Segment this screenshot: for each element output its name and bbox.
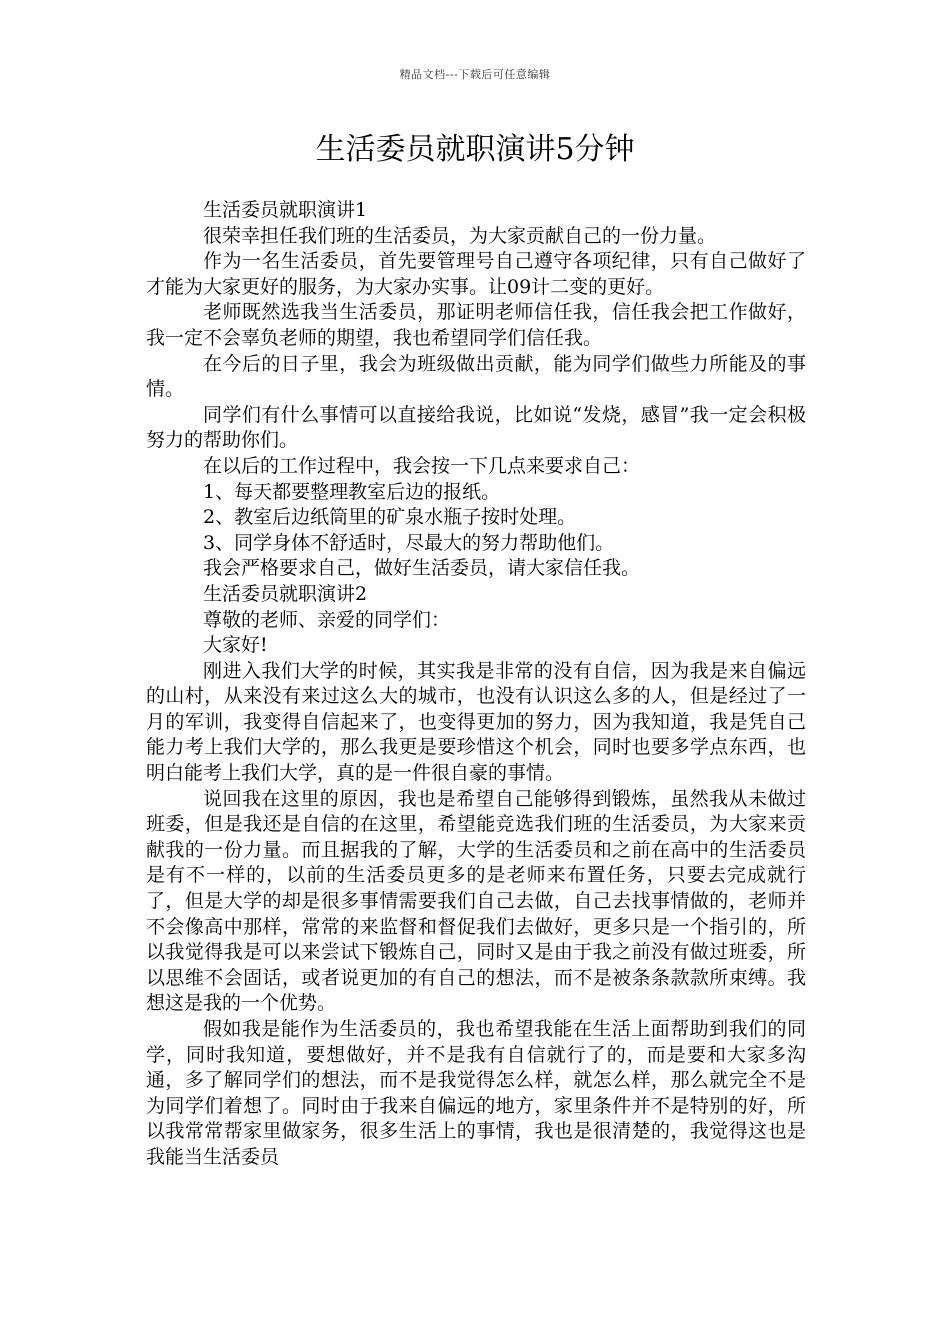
document-body (146, 198, 806, 1171)
paragraph-13: 尊敬的老师、亲爱的同学们： (203, 608, 451, 631)
paragraph-2: 很荣幸担任我们班的生活委员，为大家贡献自己的一份力量。 (203, 224, 717, 247)
paragraph-6: 同学们有什么事情可以直接给我说，比如说“发烧，感冒”我一定会积极努力的帮助你们。 (146, 403, 806, 452)
paragraph-1: 生活委员就职演讲1 (203, 199, 368, 221)
document-title: 生活委员就职演讲5分钟 (315, 132, 635, 167)
paragraph-3: 作为一名生活委员，首先要管理号自己遵守各项纪律，只有自己做好了才能为大家更好的服务，为大家办实事。让09计二变的更好。 (146, 250, 806, 298)
paragraph-15: 刚进入我们大学的时候，其实我是非常的没有自信，因为我是来自偏远的山村，从来没有来过这么大的城市，也没有认识这么多的人，但是经过了一月的军训，我变得自信起来了，也变得更加的努力，因为我知道，我是凭自己能力考上我们大学的，那么我更是要珍惜这个机会，同时也要多学点东西，也明白能考上我们大学，真的是一件很自豪的事情。 (146, 659, 806, 785)
paragraph-5: 在今后的日子里，我会为班级做出贡献，能为同学们做些力所能及的事情。 (146, 352, 806, 401)
paragraph-10: 3、同学身体不舒适时，尽最大的努力帮助他们。 (203, 531, 615, 554)
paragraph-9: 2、教室后边纸筒里的矿泉水瓶子按时处理。 (203, 506, 577, 529)
paragraph-4: 老师既然选我当生活委员，那证明老师信任我，信任我会把工作做好，我一定不会辜负老师的期望，我也希望同学们信任我。 (146, 301, 806, 349)
paragraph-16: 说回我在这里的原因，我也是希望自己能够得到锻炼，虽然我从未做过班委，但是我还是自信的在这里，希望能竞选我们班的生活委员，为大家来贡献我的一份力量。而且据我的了解，大学的生活委员和之前在高中的生活委员是有不一样的，以前的生活委员更多的是老师来布置任务，只要去完成就行了，但是大学的却是很多事情需要我们自己去做，自己去找事情做的，老师并不会像高中那样，常常的来监督和督促我们去做好，更多只是一个指引的，所以我觉得我是可以来尝试下锻炼自己，同时又是由于我之前没有做过班委，所以思维不会固话，或者说更加的有自己的想法，而不是被条条款款所束缚。我想这是我的一个优势。 (146, 787, 806, 1015)
paragraph-14: 大家好! (203, 634, 268, 657)
paragraph-7: 在以后的工作过程中，我会按一下几点来要求自己： (203, 454, 641, 477)
paragraph-11: 我会严格要求自己，做好生活委员，请大家信任我。 (203, 557, 641, 580)
page-header: 精品文档---下载后可任意编辑 (399, 68, 551, 81)
paragraph-12: 生活委员就职演讲2 (203, 582, 368, 605)
paragraph-8: 1、每天都要整理教室后边的报纸。 (203, 480, 501, 503)
paragraph-17: 假如我是能作为生活委员的，我也希望我能在生活上面帮助到我们的同学，同时我知道，要想做好，并不是我有自信就行了的，而是要和大家多沟通，多了解同学们的想法，而不是我觉得怎么样，就怎么样，那么就完全不是为同学们着想了。同时由于我来自偏远的地方，家里条件并不是特别的好，所以我常常帮家里做家务，很多生活上的事情，我也是很清楚的，我觉得这也是我能当生活委员 (146, 1018, 806, 1168)
